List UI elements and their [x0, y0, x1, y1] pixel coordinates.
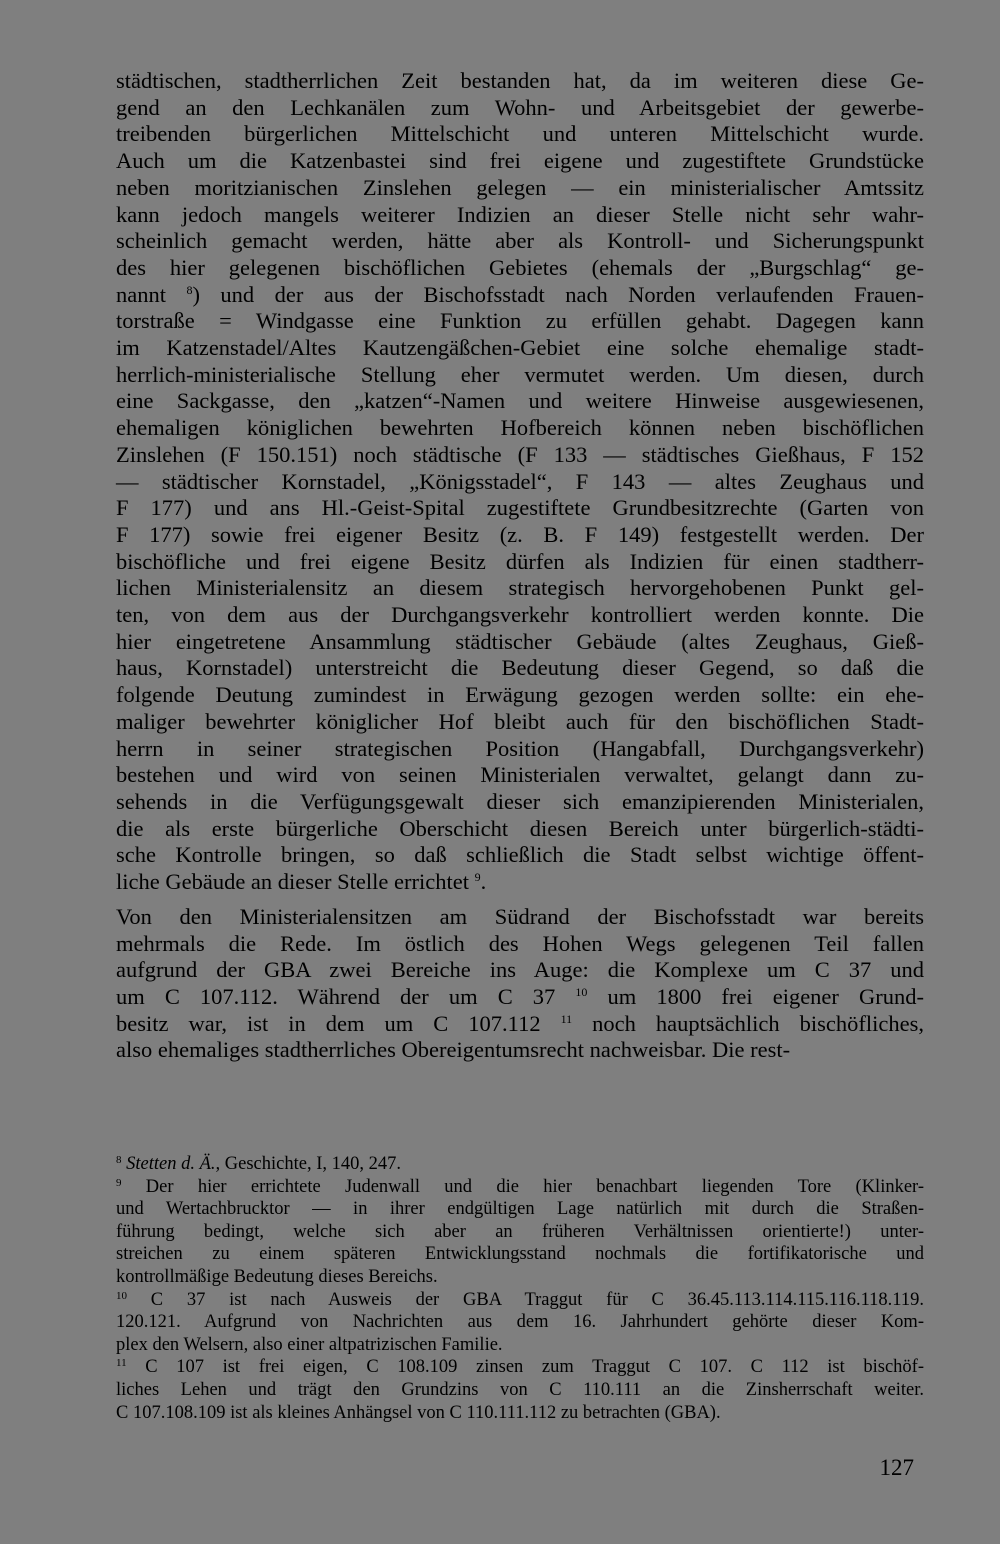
paragraph-2-line: Von den Ministerialensitzen am Südrand der Bischofsstadt war bereits: [116, 903, 924, 929]
paragraph-2-line: also ehemaliges stadtherrliches Obereigentumsrecht nachweisbar. Die rest-: [116, 1037, 791, 1063]
footnote-11: [116, 1356, 924, 1424]
footnotes: [116, 1153, 924, 1424]
paragraph-1-line: eine Sackgasse, den „katzen“-Namen und weitere Hinweise ausgewiesenen,: [116, 388, 924, 414]
paragraph-1-line: ten, von dem aus der Durchgangsverkehr kontrolliert werden konnte. Die: [116, 602, 924, 628]
footnote-11-line: liches Lehen und trägt den Grundzins von C 110.111 an die Zinsherrschaft weiter.: [116, 1379, 924, 1400]
footnote-10-mark: 10: [116, 1289, 127, 1302]
footnote-11-line: C 107.108.109 ist als kleines Anhängsel von C 110.111.112 zu betrachten (GBA).: [116, 1402, 721, 1423]
paragraph-2-line: besitz war, ist in dem um C 107.112 $^{11}$ noch hauptsächlich bischöfliches,: [116, 1010, 924, 1036]
footnote-8: [116, 1153, 924, 1176]
footnote-8-mark: 8: [116, 1154, 122, 1166]
main-text: [116, 68, 924, 1064]
paragraph-1-line: gend an den Lechkanälen zum Wohn- und Arbeitsgebiet der gewerbe-: [116, 94, 924, 120]
paragraph-1-line: maliger bewehrter königlicher Hof bleibt auch für den bischöflichen Stadt-: [116, 708, 924, 734]
footnote-10-line: 120.121. Aufgrund von Nachrichten aus dem 16. Jahrhundert gehörte dieser Kom-: [116, 1312, 924, 1333]
paragraph-1-line: bischöfliche und frei eigene Besitz dürfen als Indizien für einen stadtherr-: [116, 548, 924, 574]
paragraph-2: [116, 904, 924, 1064]
footnote-9: [116, 1176, 924, 1289]
paragraph-1-line: des hier gelegenen bischöflichen Gebietes (ehemals der „Burgschlag“ ge-: [116, 254, 924, 280]
paragraph-1-line: F 177) und ans Hl.-Geist-Spital zugestiftete Grundbesitzrechte (Garten von: [116, 495, 924, 521]
paragraph-1-line: städtischen, stadtherrlichen Zeit bestanden hat, da im weiteren diese Ge-: [116, 68, 924, 93]
footnote-ref: 10: [575, 984, 588, 999]
footnote-ref: 8: [186, 282, 193, 297]
paragraph-1-line: folgende Deutung zumindest in Erwägung gezogen werden sollte: ein ehe-: [116, 682, 924, 708]
paragraph-1-line: scheinlich gemacht werden, hätte aber als Kontroll- und Sicherungspunkt: [116, 228, 924, 254]
page-number: 127: [879, 1455, 914, 1480]
paragraph-2-line: aufgrund der GBA zwei Bereiche ins Auge: die Komplexe um C 37 und: [116, 957, 924, 983]
footnote-9-mark: 9: [116, 1176, 122, 1189]
paragraph-1-line: kann jedoch mangels weiterer Indizien an dieser Stelle nicht sehr wahr-: [116, 201, 924, 227]
paragraph-1-line: ehemaligen königlichen bewehrten Hofbereich können neben bischöflichen: [116, 415, 924, 441]
footnote-ref: 9: [474, 870, 481, 885]
footnote-11-mark: 11: [116, 1357, 127, 1370]
paragraph-1-line: torstraße = Windgasse eine Funktion zu erfüllen gehabt. Dagegen kann: [116, 308, 924, 334]
footnote-10-line: $^{10}$ C 37 ist nach Ausweis der GBA Traggut für C 36.45.113.114.115.116.118.119.: [116, 1289, 924, 1310]
paragraph-1-line: herrlich-ministerialische Stellung eher vermutet werden. Um diesen, durch: [116, 361, 924, 387]
paragraph-1-line: sehends in die Verfügungsgewalt dieser sich emanzipierenden Ministerialen,: [116, 788, 924, 814]
footnote-9-line: streichen zu einem späteren Entwicklungsstand nochmals die fortifikatorische und: [116, 1244, 924, 1265]
footnote-9-line: $^9$ Der hier errichtete Judenwall und die hier benachbart liegenden Tore (Klinker-: [116, 1176, 924, 1197]
paragraph-1-line: herrn in seiner strategischen Position (Hangabfall, Durchgangsverkehr): [116, 735, 924, 761]
paragraph-2-line: mehrmals die Rede. Im östlich des Hohen Wegs gelegenen Teil fallen: [116, 930, 924, 956]
paragraph-1-line: Zinslehen (F 150.151) noch städtische (F 133 — städtisches Gießhaus, F 152: [116, 441, 924, 467]
paragraph-1-line: liche Gebäude an dieser Stelle errichtet $^9$.: [116, 869, 487, 895]
footnote-8-line: [116, 1153, 924, 1176]
footnote-9-line: kontrollmäßige Bedeutung dieses Bereichs.: [116, 1266, 438, 1287]
footnote-11-line: $^{11}$ C 107 ist frei eigen, C 108.109 zinsen zum Traggut C 107. C 112 ist bischöf-: [116, 1357, 924, 1378]
paragraph-1-line: lichen Ministerialensitz an diesem strategisch hervorgehobenen Punkt gel-: [116, 575, 924, 601]
paragraph-1-line: die als erste bürgerliche Oberschicht diesen Bereich unter bürgerlich-städti-: [116, 815, 924, 841]
footnote-9-line: und Wertachbrucktor — in ihrer endgültigen Lage natürlich mit durch die Straßen-: [116, 1199, 924, 1220]
paragraph-1-line: hier eingetretene Ansammlung städtischer Gebäude (altes Zeughaus, Gieß-: [116, 628, 924, 654]
paragraph-1-line: bestehen und wird von seinen Ministerialen verwaltet, gelangt dann zu-: [116, 762, 924, 788]
paragraph-1-line: im Katzenstadel/Altes Kautzengäßchen-Gebiet eine solche ehemalige stadt-: [116, 335, 924, 361]
footnote-9-line: führung bedingt, welche sich aber an früheren Verhältnissen orientierte!) unter-: [116, 1221, 924, 1242]
paragraph-1-line: — städtischer Kornstadel, „Königsstadel“, F 143 — altes Zeughaus und: [116, 468, 924, 494]
footnote-10: [116, 1289, 924, 1357]
paragraph-1-line: F 177) sowie frei eigener Besitz (z. B. F 149) festgestellt werden. Der: [116, 521, 924, 547]
paragraph-2-line: um C 107.112. Während der um C 37 $^{10}$ um 1800 frei eigener Grund-: [116, 983, 924, 1009]
paragraph-1-line: nannt $^8$) und der aus der Bischofsstadt nach Norden verlaufenden Frauen-: [116, 281, 924, 307]
paragraph-1-line: sche Kontrolle bringen, so daß schließlich die Stadt selbst wichtige öffent-: [116, 842, 924, 868]
paragraph-1: [116, 68, 924, 896]
paragraph-1-line: haus, Kornstadel) unterstreicht die Bedeutung dieser Gegend, so daß die: [116, 655, 924, 681]
footnote-ref: 11: [560, 1011, 573, 1026]
footnote-10-line: plex den Welsern, also einer altpatrizischen Familie.: [116, 1334, 503, 1355]
footnote-8-text: Geschichte, I, 140, 247.: [220, 1154, 402, 1174]
paragraph-1-line: Auch um die Katzenbastei sind frei eigene und zugestiftete Grundstücke: [116, 148, 924, 174]
paragraph-1-line: treibenden bürgerlichen Mittelschicht und unteren Mittelschicht wurde.: [116, 121, 924, 147]
footnote-8-author: Stetten d. Ä.,: [126, 1154, 221, 1174]
paragraph-1-line: neben moritzianischen Zinslehen gelegen — ein ministerialischer Amtssitz: [116, 174, 924, 200]
